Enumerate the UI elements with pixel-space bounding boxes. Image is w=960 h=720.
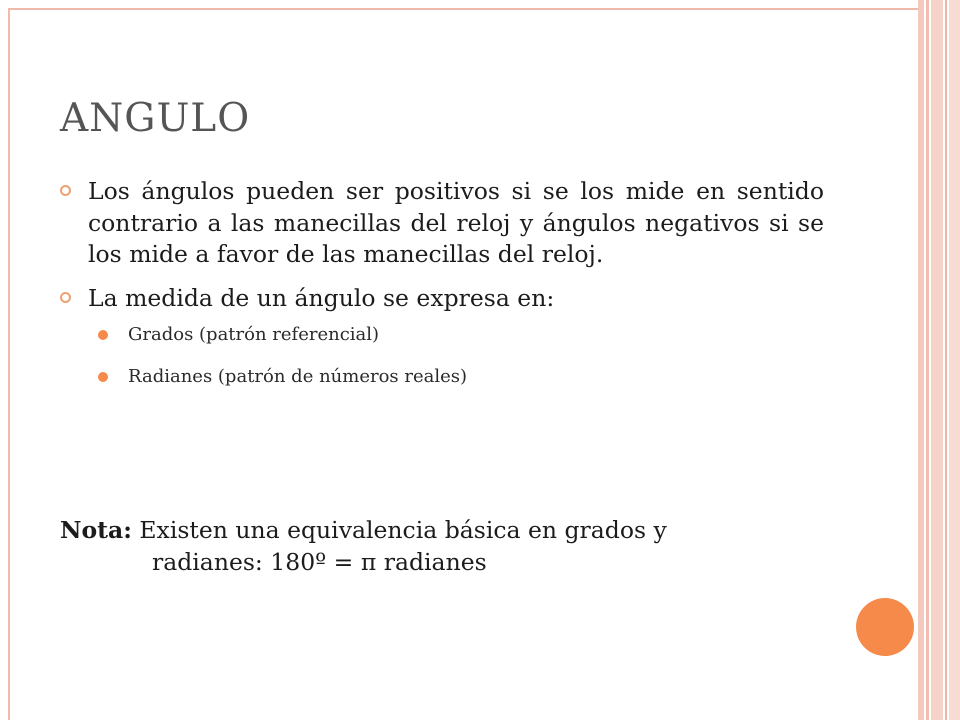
dot-bullet-icon [98,372,108,382]
bullet-list [60,176,824,390]
note-label: Nota: [60,516,132,544]
frame-top-line [8,8,918,10]
note-paragraph [60,515,830,578]
bullet-item [60,283,824,391]
sub-bullet-list [88,322,824,390]
decor-stripe [931,0,943,720]
sub-bullet-text: Radianes (patrón de números reales) [128,366,468,387]
dot-bullet-icon [98,330,108,340]
frame-left-line [8,8,10,720]
ring-bullet-icon [60,185,71,196]
sub-bullet-text: Grados (patrón referencial) [128,324,380,345]
ring-bullet-icon [60,292,71,303]
bullet-text: Los ángulos pueden ser positivos si se los mide en sentido contrario a las manecillas del reloj y ángulos negativos si se los mide a favor de las manecillas del reloj. [88,177,824,268]
bullet-text: La medida de un ángulo se expresa en: [88,283,555,312]
sub-bullet-item [88,322,824,348]
note-text-line1: Existen una equivalencia básica en grados y [139,516,667,544]
decor-stripe [926,0,929,720]
note-text-line2: radianes: 180º = π radianes [152,547,487,576]
bullet-item [60,176,824,271]
decor-stripe [945,0,947,720]
sub-bullet-item [88,364,824,390]
decor-stripe [949,0,960,720]
decor-circle [856,598,914,656]
slide-title: ANGULO [60,96,251,141]
decor-stripe [918,0,924,720]
